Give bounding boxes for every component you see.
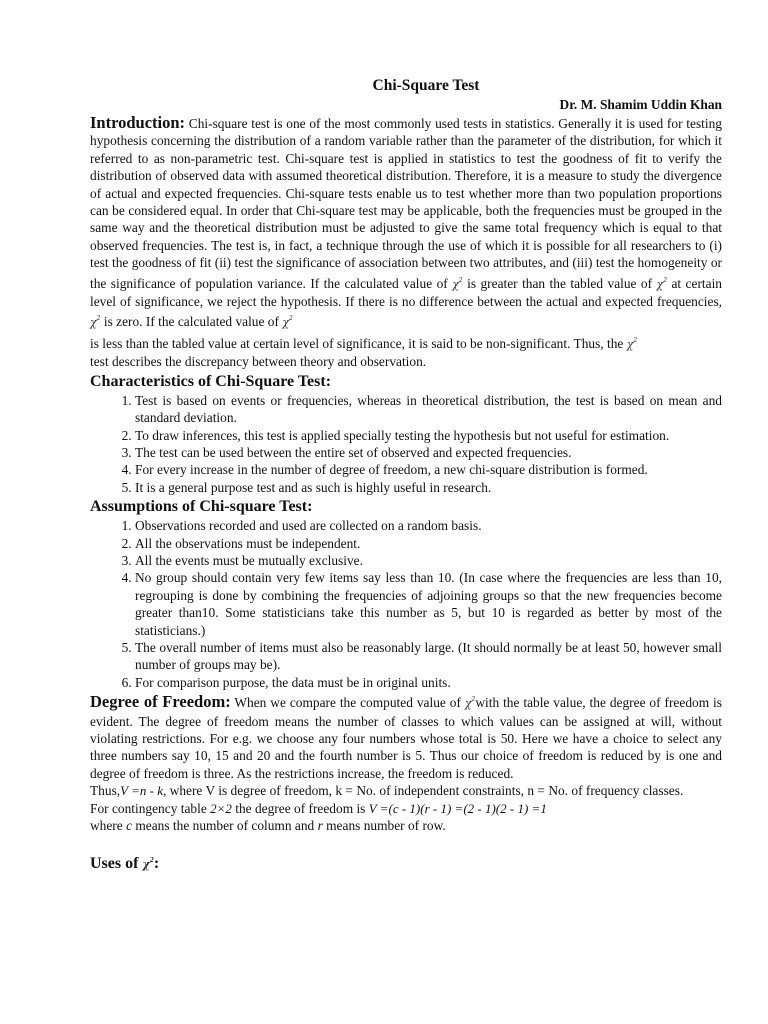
assumptions-list <box>90 517 722 691</box>
contingency-label: For contingency table <box>90 800 207 816</box>
list-item: 5. The overall number of items must also be reasonably large. (It should normally be at least 50, however small number of groups may be). <box>135 639 722 674</box>
characteristics-list <box>90 392 722 496</box>
intro-conclusion: test describes the discrepancy between theory and observation. <box>90 354 427 370</box>
author-name: Dr. M. Shamim Uddin Khan <box>559 97 722 112</box>
uses-heading-text: Uses of <box>90 855 139 873</box>
list-item: 1. Test is based on events or frequencies, whereas in theoretical distribution, the test is based on mean and standard deviation. <box>135 392 722 427</box>
chi-square-symbol: $\chi^2$ <box>452 276 463 291</box>
where-text: where <box>90 818 127 834</box>
list-item: 3. All the events must be mutually exclusive. <box>135 552 722 569</box>
column-variable: c <box>126 818 133 834</box>
degree-of-freedom-paragraph <box>90 691 722 782</box>
intro-text-5: is less than the tabled value at certain level of significance, it is said to be non-significant. Thus, the <box>90 335 624 351</box>
list-item: 5. It is a general purpose test and as such is highly useful in research. <box>135 479 722 496</box>
assumptions-heading: Assumptions of Chi-square Test: <box>90 498 313 516</box>
chi-square-symbol: $\chi^2$ <box>90 315 101 330</box>
intro-text-2: is greater than the tabled value of <box>462 275 653 291</box>
introduction-paragraph <box>90 114 722 332</box>
list-item: 3. The test can be used between the entire set of observed and expected frequencies. <box>135 444 722 461</box>
dof-formula-line <box>90 782 722 799</box>
degree-of-freedom-heading: Degree of Freedom: <box>90 692 231 712</box>
list-item: 2. To draw inferences, this test is applied specially testing the hypothesis but not useful for estimation. <box>135 427 722 444</box>
page-title: Chi-Square Test <box>372 77 480 94</box>
where-text: means number of row. <box>322 818 446 834</box>
contingency-line <box>90 800 722 817</box>
uses-heading-colon: : <box>153 855 160 873</box>
list-item: 2. All the observations must be independent. <box>135 535 722 552</box>
list-item: 4. No group should contain very few items say less than 10. (In case where the frequencies are less than 10, regrouping is done by combining the frequencies of adjoining groups so that the new frequencies become greater than10. Some statisticians take this number as 5, but 10 is regarded as better by most of the statisticians.) <box>135 569 722 639</box>
thus-label: Thus, <box>90 783 121 799</box>
contingency-text: the degree of freedom is <box>235 800 366 816</box>
chi-square-symbol: $\chi^2$ <box>656 276 668 291</box>
dof-formula: V =n - k <box>120 783 163 799</box>
dof-text-2: with the table value, the degree of freedom is evident. The degree of freedom means the number of classes to which values can be assigned at will, without violating restrictions. For e.g. we choose any four numbers whose total is 50. Here we have a choice to select any three numbers say 10, 15 and 20 and the fourth number is 5. Thus our choice of freedom is reduced by is one and degree of freedom is three. As the restrictions increase, the freedom is reduced. <box>90 695 722 781</box>
table-size: 2×2 <box>210 800 232 816</box>
dof-formula-explanation: , where V is degree of freedom, k = No. of independent constraints, n = No. of frequency classes. <box>162 783 684 799</box>
list-item: 4. For every increase in the number of degree of freedom, a new chi-square distribution is formed. <box>135 461 722 478</box>
list-item: 6. For comparison purpose, the data must be in original units. <box>135 674 722 691</box>
contingency-formula: V =(c - 1)(r - 1) =(2 - 1)(2 - 1) =1 <box>368 800 547 816</box>
where-line <box>90 817 722 834</box>
intro-continuation <box>90 332 722 353</box>
characteristics-heading: Characteristics of Chi-Square Test: <box>90 372 332 390</box>
uses-heading <box>90 852 722 873</box>
dof-text-1: When we compare the computed value of <box>230 695 461 711</box>
intro-text-4: is zero. If the calculated value of <box>100 314 279 330</box>
chi-square-symbol: $\chi^2$ <box>464 696 476 711</box>
chi-square-symbol: $\chi^2$ <box>626 336 638 351</box>
row-variable: r <box>317 818 323 834</box>
chi-square-symbol: $\chi^2$ <box>142 857 154 872</box>
list-item: 1. Observations recorded and used are collected on a random basis. <box>135 517 722 534</box>
chi-square-symbol: $\chi^2$ <box>282 315 293 330</box>
intro-text-3: at certain level of significance, we reject the hypothesis. If there is no difference between the actual and expected frequencies, <box>90 275 722 310</box>
where-text: means the number of column and <box>132 818 318 834</box>
introduction-heading: Introduction: <box>90 113 186 132</box>
intro-text-1: Chi-square test is one of the most commonly used tests in statistics. Generally it is used for testing hypothesis concerning the distribution of a random variable rather than the parameter of the distribution, for which it referred to as non-parametric test. Chi-square test is applied in statistics to test the goodness of fit to verify the distribution of observed data with assumed theoretical distribution. Therefore, it is a measure to study the divergence of actual and expected frequencies. Chi-square tests enable us to test whether more than two population proportions can be considered equal. In order that Chi-square test may be applicable, both the frequencies must be grouped in the same way and the theoretical distribution must be adjusted to give the same total frequency which is equal to that observed frequencies. The test is, in fact, a technique through the use of which it is possible for all researchers to (i) test the goodness of fit (ii) test the significance of association between two attributes, and (iii) test the homogeneity or the significance of population variance. If the calculated value of <box>90 116 722 291</box>
